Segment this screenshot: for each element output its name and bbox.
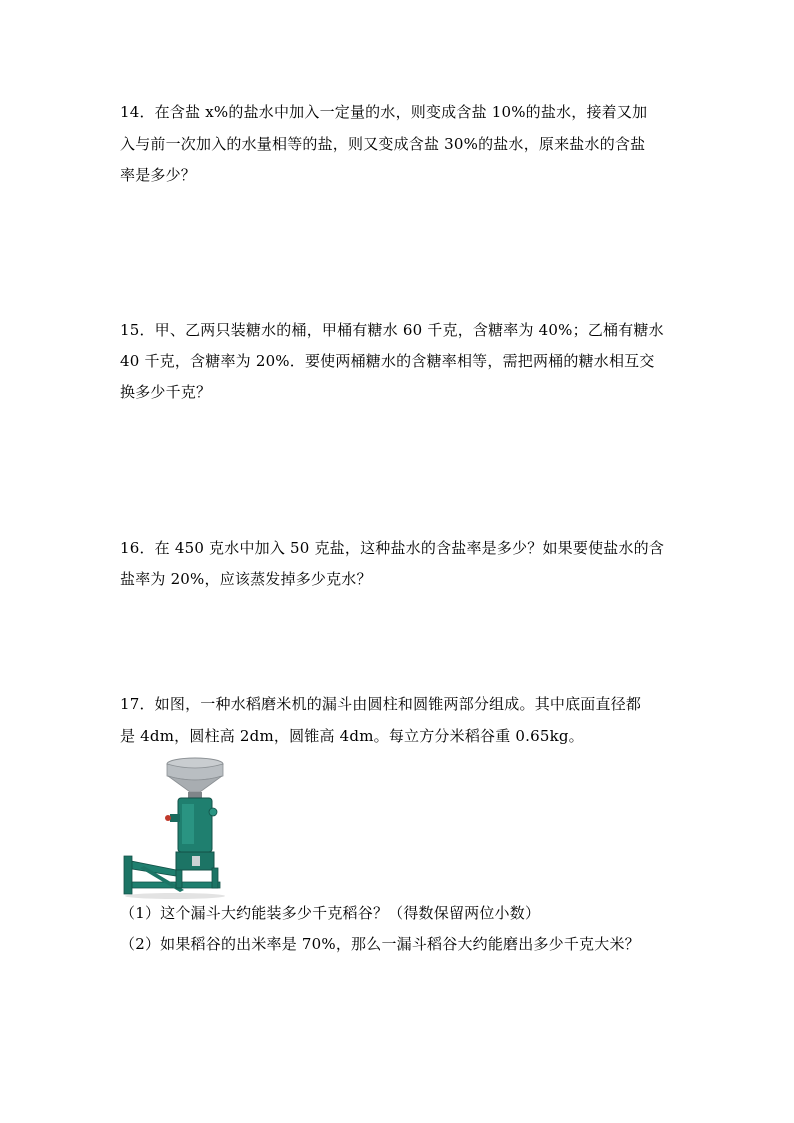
question-17-line-1: 17．如图，一种水稻磨米机的漏斗由圆柱和圆锥两部分组成。其中底面直径都 <box>120 695 642 713</box>
question-16-line-2: 盐率为 20%，应该蒸发掉多少克水？ <box>120 570 372 588</box>
question-17-sub-1: （1）这个漏斗大约能装多少千克稻谷？（得数保留两位小数） <box>120 904 541 922</box>
question-15-line-1: 15．甲、乙两只装糖水的桶，甲桶有糖水 60 千克，含糖率为 40%；乙桶有糖水 <box>120 321 664 339</box>
question-16-line-1: 16．在 450 克水中加入 50 克盐，这种盐水的含盐率是多少？如果要使盐水的含 <box>120 539 665 557</box>
question-15-line-2: 40 千克，含糖率为 20%．要使两桶糖水的含糖率相等，需把两桶的糖水相互交 <box>120 352 655 370</box>
rice-mill-figure <box>120 752 230 900</box>
question-15-line-3: 换多少千克？ <box>120 383 212 401</box>
question-17-sub-2: （2）如果稻谷的出米率是 70%，那么一漏斗稻谷大约能磨出多少千克大米？ <box>120 935 640 953</box>
question-14-line-3: 率是多少？ <box>120 166 197 184</box>
question-14-line-2: 入与前一次加入的水量相等的盐，则又变成含盐 30%的盐水，原来盐水的含盐 <box>120 135 646 153</box>
question-17-line-2: 是 4dm，圆柱高 2dm，圆锥高 4dm。每立方分米稻谷重 0.65kg。 <box>120 727 584 745</box>
question-14-line-1: 14．在含盐 x%的盐水中加入一定量的水，则变成含盐 10%的盐水，接着又加 <box>120 103 648 121</box>
